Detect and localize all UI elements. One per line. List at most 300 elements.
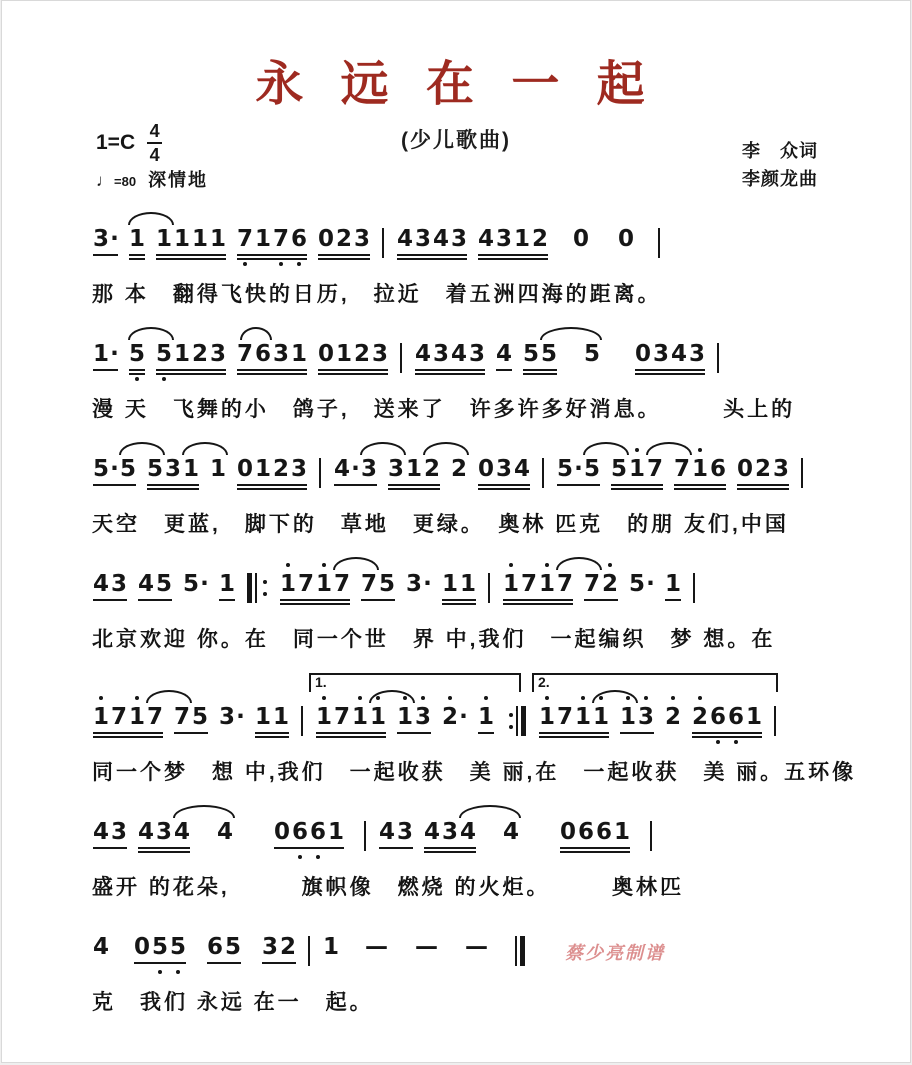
note-digit: 3 xyxy=(272,341,289,367)
dash-extension: — xyxy=(465,934,488,960)
note-group xyxy=(128,341,146,367)
note-digit: 1 xyxy=(335,341,352,367)
note-group xyxy=(628,571,655,597)
beam-line xyxy=(138,851,190,853)
beam-line xyxy=(93,254,118,256)
tie-arc xyxy=(459,805,521,818)
note-digit: 5 xyxy=(169,934,187,960)
beam-line xyxy=(674,484,726,486)
note-digit: 1 xyxy=(155,226,172,252)
note-digit: 3 xyxy=(468,341,485,367)
system-5 xyxy=(92,668,857,786)
bar-line xyxy=(319,458,324,488)
note-group xyxy=(333,456,378,482)
note-digit: 2 xyxy=(664,704,682,730)
note-group xyxy=(664,571,682,597)
note-digit: 4 xyxy=(423,819,440,845)
octave-dot-below xyxy=(716,740,720,744)
time-numerator: 4 xyxy=(149,121,160,141)
dot-extension: · xyxy=(236,704,245,730)
beam-line xyxy=(523,373,557,375)
octave-dot-above xyxy=(286,563,290,567)
beam-line xyxy=(737,484,789,486)
tempo-value: =80 xyxy=(114,174,137,189)
beam-line xyxy=(539,736,609,738)
octave-dot-above xyxy=(671,696,675,700)
note-digit: 1 xyxy=(369,704,387,730)
tie-arc xyxy=(646,442,692,455)
volta-label: 1. xyxy=(315,674,327,690)
note-group xyxy=(360,571,396,597)
beam-line xyxy=(237,484,307,486)
repeat-end-bar xyxy=(506,706,529,736)
note-group xyxy=(128,226,146,252)
note-group xyxy=(137,819,191,845)
tie-arc xyxy=(128,327,174,340)
notation-line xyxy=(92,668,820,754)
note-digit: 2 xyxy=(335,226,352,252)
note-digit: 2 xyxy=(691,704,709,730)
note-group xyxy=(254,704,290,730)
octave-dot-above xyxy=(698,696,702,700)
lyrics-line: 漫 天 飞舞的小 鸽子, 送来了 许多许多好消息。 头上的 xyxy=(92,398,796,421)
beam-line xyxy=(334,484,377,486)
beam-line xyxy=(388,484,440,486)
dot-extension: · xyxy=(110,226,119,252)
note-group xyxy=(273,819,345,845)
note-digit: 3 xyxy=(414,226,431,252)
beam-line xyxy=(635,373,705,375)
note-digit: 7 xyxy=(583,571,600,597)
beam-line xyxy=(318,373,388,375)
beam-line xyxy=(147,484,199,486)
sheet-music-page xyxy=(1,0,911,1063)
note-digit: 0 xyxy=(634,341,651,367)
beam-line xyxy=(397,258,467,260)
note-digit: 6 xyxy=(254,341,271,367)
beam-line xyxy=(93,732,163,734)
note-digit: 3 xyxy=(92,226,109,252)
note-digit: 3 xyxy=(441,819,458,845)
octave-dot-below xyxy=(734,740,738,744)
note-digit: 4 xyxy=(495,341,512,367)
note-digit: 1 xyxy=(209,226,226,252)
note-group xyxy=(572,226,590,252)
note-digit: 1 xyxy=(128,704,146,730)
note-group xyxy=(261,934,297,960)
note-group xyxy=(477,704,495,730)
note-digit: 1 xyxy=(128,226,145,252)
note-digit: 1 xyxy=(254,456,271,482)
octave-dot-below xyxy=(243,262,247,266)
note-digit: 1 xyxy=(441,571,458,597)
octave-dot-above xyxy=(99,696,103,700)
note-digit: 4 xyxy=(459,819,476,845)
note-digit: 2 xyxy=(272,456,289,482)
beam-line xyxy=(156,369,226,371)
system-7 xyxy=(92,916,820,1016)
notation-line xyxy=(92,323,820,391)
note-group xyxy=(317,226,371,252)
note-digit: 2 xyxy=(601,571,619,597)
note-digit: 1 xyxy=(254,704,271,730)
note-digit: 1 xyxy=(322,934,339,960)
note-digit: 1 xyxy=(745,704,762,730)
note-digit: 3 xyxy=(155,819,172,845)
note-group xyxy=(610,456,664,482)
note-group xyxy=(559,819,631,845)
note-group xyxy=(92,934,110,960)
beam-line xyxy=(134,962,186,964)
note-digit: 7 xyxy=(673,456,690,482)
beam-line xyxy=(316,732,386,734)
note-group xyxy=(477,456,531,482)
note-group xyxy=(522,341,558,367)
note-digit: 1 xyxy=(327,819,344,845)
bar-line xyxy=(542,458,547,488)
note-group xyxy=(463,934,490,960)
octave-dot-above xyxy=(448,696,452,700)
note-digit: 4 xyxy=(396,226,413,252)
beam-line xyxy=(316,736,386,738)
octave-dot-below xyxy=(279,262,283,266)
beam-line xyxy=(138,599,172,601)
beam-line xyxy=(318,258,370,260)
beam-line xyxy=(424,851,476,853)
beam-line xyxy=(93,847,127,849)
volta-bracket xyxy=(309,673,521,692)
note-digit: 4 xyxy=(378,819,395,845)
beam-line xyxy=(138,847,190,849)
beam-line xyxy=(147,488,199,490)
volta-bracket xyxy=(532,673,778,692)
note-digit: 1 xyxy=(92,341,109,367)
note-digit: 7 xyxy=(360,571,377,597)
note-digit: 4 xyxy=(137,571,154,597)
beam-line xyxy=(129,373,145,375)
beam-line xyxy=(478,254,548,256)
beam-line xyxy=(280,603,350,605)
notation-line xyxy=(92,553,820,621)
note-group xyxy=(315,674,387,730)
dot-extension: · xyxy=(459,704,468,730)
note-digit: 3 xyxy=(164,456,181,482)
beam-line xyxy=(93,736,163,738)
note-digit: 2 xyxy=(423,456,440,482)
note-digit: 1 xyxy=(315,571,333,597)
note-digit: 5 xyxy=(151,934,169,960)
note-digit: 1 xyxy=(290,341,307,367)
octave-dot-below xyxy=(297,262,301,266)
note-group xyxy=(396,704,432,730)
note-digit: 1 xyxy=(619,704,637,730)
note-digit: 1 xyxy=(182,456,199,482)
bar-line xyxy=(308,936,313,966)
note-digit: 1 xyxy=(664,571,681,597)
note-digit: 4 xyxy=(92,934,109,960)
note-digit: 1 xyxy=(191,226,208,252)
note-digit: 1 xyxy=(315,704,333,730)
note-digit: 3 xyxy=(432,341,449,367)
note-group xyxy=(450,456,468,482)
beam-line xyxy=(397,254,467,256)
note-digit: 3 xyxy=(637,704,655,730)
note-digit: 5 xyxy=(378,571,395,597)
credits xyxy=(742,138,818,194)
beam-line xyxy=(584,599,618,601)
note-digit: 1 xyxy=(173,226,190,252)
note-digit: 3 xyxy=(414,704,432,730)
note-group xyxy=(146,456,200,482)
beam-line xyxy=(442,603,476,605)
beam-line xyxy=(129,254,145,256)
lyrics-line: 同一个梦 想 中,我们 一起收获 美 丽,在 一起收获 美 丽。五环像 xyxy=(92,761,857,784)
beam-line xyxy=(93,369,118,371)
lyrics-line: 盛开 的花朵, 旗帜像 燃烧 的火炬。 奥林匹 xyxy=(92,876,685,899)
note-group xyxy=(502,571,574,597)
note-digit: 5 xyxy=(191,704,208,730)
octave-dot-above xyxy=(509,563,513,567)
note-digit: 7 xyxy=(520,571,537,597)
octave-dot-above xyxy=(421,696,425,700)
note-digit: 5 xyxy=(155,341,173,367)
beam-line xyxy=(665,599,681,601)
note-digit: 7 xyxy=(272,226,290,252)
note-group xyxy=(216,819,234,845)
note-group xyxy=(236,226,308,252)
repeat-start-bar xyxy=(247,573,270,603)
beam-line xyxy=(255,732,289,734)
note-group xyxy=(92,571,128,597)
note-digit: 3 xyxy=(405,571,422,597)
note-group xyxy=(502,819,520,845)
composer-credit: 李颜龙曲 xyxy=(742,168,818,189)
note-digit: 5 xyxy=(556,456,573,482)
octave-dot-above xyxy=(581,696,585,700)
octave-dot-above xyxy=(635,448,639,452)
song-subtitle: (少儿歌曲) xyxy=(401,129,511,152)
tie-arc xyxy=(540,327,602,340)
beam-line xyxy=(397,732,431,734)
notation-line xyxy=(92,208,820,276)
beam-line xyxy=(611,484,663,486)
systems xyxy=(92,208,857,1016)
note-digit: 3 xyxy=(218,704,235,730)
tie-arc xyxy=(360,442,406,455)
note-group xyxy=(279,571,351,597)
note-digit: 1 xyxy=(396,704,414,730)
note-digit: 1 xyxy=(272,704,289,730)
beam-line xyxy=(318,254,370,256)
tie-arc xyxy=(182,442,228,455)
note-group xyxy=(92,226,119,252)
note-digit: 4 xyxy=(477,226,494,252)
octave-dot-above xyxy=(484,696,488,700)
tie-arc xyxy=(128,212,174,225)
note-digit: 1 xyxy=(628,456,646,482)
note-digit: 1 xyxy=(477,704,495,730)
note-digit: 7 xyxy=(110,704,127,730)
lyrics-line: 那 本 翻得飞快的日历, 拉近 着五洲四海的距离。 xyxy=(92,283,662,306)
beam-line xyxy=(560,847,630,849)
beam-line xyxy=(237,488,307,490)
bar-line xyxy=(801,458,806,488)
note-digit: 2 xyxy=(441,704,459,730)
note-digit: 0 xyxy=(559,819,576,845)
note-digit: 7 xyxy=(556,704,573,730)
beam-line xyxy=(523,369,557,371)
note-group xyxy=(691,704,763,730)
note-digit: 3 xyxy=(495,456,512,482)
note-digit: 5 xyxy=(119,456,136,482)
note-group xyxy=(137,571,173,597)
note-group xyxy=(538,674,610,730)
system-3 xyxy=(92,438,820,538)
note-digit: 2 xyxy=(754,456,771,482)
notation-line xyxy=(92,916,820,984)
note-digit: 7 xyxy=(333,704,350,730)
note-digit: 0 xyxy=(317,226,334,252)
note-group xyxy=(133,934,187,960)
octave-dot-below xyxy=(176,970,180,974)
beam-line xyxy=(424,847,476,849)
note-digit: 7 xyxy=(646,456,663,482)
note-digit: 1 xyxy=(502,571,520,597)
note-digit: 7 xyxy=(297,571,314,597)
note-group xyxy=(736,456,790,482)
octave-dot-above xyxy=(545,696,549,700)
note-digit: 3 xyxy=(387,456,404,482)
beam-line xyxy=(478,732,494,734)
note-digit: 6 xyxy=(709,704,727,730)
note-digit: 7 xyxy=(556,571,573,597)
header-row xyxy=(92,122,820,208)
note-digit: 4 xyxy=(92,571,109,597)
beam-line xyxy=(415,369,485,371)
note-digit: 5 xyxy=(610,456,627,482)
note-digit: 3 xyxy=(396,819,413,845)
note-group xyxy=(236,456,308,482)
note-digit: 0 xyxy=(317,341,334,367)
note-group xyxy=(617,226,635,252)
notation-line xyxy=(92,801,820,869)
note-digit: 4 xyxy=(502,819,519,845)
note-digit: 1 xyxy=(459,571,476,597)
note-group xyxy=(317,341,389,367)
note-digit: 5 xyxy=(628,571,645,597)
beam-line xyxy=(539,732,609,734)
beam-line xyxy=(255,736,289,738)
note-group xyxy=(206,934,242,960)
note-digit: 7 xyxy=(333,571,350,597)
beam-line xyxy=(262,962,296,964)
beam-line xyxy=(237,258,307,260)
note-group xyxy=(441,571,477,597)
note-group xyxy=(664,704,682,730)
octave-dot-above xyxy=(322,563,326,567)
final-bar xyxy=(515,936,528,966)
note-digit: 1 xyxy=(173,341,190,367)
note-group xyxy=(413,934,440,960)
note-digit: 1 xyxy=(538,571,556,597)
note-digit: 7 xyxy=(146,704,163,730)
beam-line xyxy=(156,254,226,256)
note-group xyxy=(556,456,601,482)
octave-dot-above xyxy=(608,563,612,567)
note-group xyxy=(634,341,706,367)
note-digit: 1 xyxy=(254,226,271,252)
beam-line xyxy=(620,732,654,734)
tie-arc xyxy=(556,557,602,570)
note-digit: 1 xyxy=(574,704,592,730)
note-group xyxy=(236,341,308,367)
note-digit: 2 xyxy=(279,934,296,960)
beam-line xyxy=(692,736,762,738)
beam-line xyxy=(361,599,395,601)
note-digit: 1 xyxy=(209,456,226,482)
tie-arc xyxy=(173,805,235,818)
note-digit: 3 xyxy=(290,456,307,482)
beam-line xyxy=(415,373,485,375)
note-digit: 6 xyxy=(309,819,327,845)
note-digit: 3 xyxy=(261,934,278,960)
note-digit: 3 xyxy=(450,226,467,252)
note-digit: 4 xyxy=(137,819,154,845)
note-digit: 3 xyxy=(495,226,512,252)
beam-line xyxy=(674,488,726,490)
beam-line xyxy=(737,488,789,490)
song-title: 永 远 在 一 起 xyxy=(255,58,657,111)
note-digit: 1 xyxy=(92,704,110,730)
beam-line xyxy=(560,851,630,853)
beam-line xyxy=(219,599,235,601)
note-digit: 0 xyxy=(572,226,589,252)
note-digit: 3 xyxy=(772,456,789,482)
tie-arc xyxy=(333,557,379,570)
note-group xyxy=(477,226,549,252)
key-label: 1=C xyxy=(96,131,136,154)
beam-line xyxy=(478,484,530,486)
note-digit: 1 xyxy=(513,226,530,252)
dot-extension: · xyxy=(110,341,119,367)
note-digit: 3 xyxy=(110,571,127,597)
bar-line xyxy=(658,228,663,258)
octave-dot-above xyxy=(644,696,648,700)
system-2 xyxy=(92,323,820,423)
note-group xyxy=(218,571,236,597)
bar-line xyxy=(382,228,387,258)
note-digit: 0 xyxy=(273,819,290,845)
note-digit: 3 xyxy=(353,226,370,252)
beam-line xyxy=(280,599,350,601)
dot-extension: · xyxy=(574,456,583,482)
octave-dot-above xyxy=(322,696,326,700)
note-group xyxy=(583,341,601,367)
note-group xyxy=(92,704,164,730)
note-digit: 6 xyxy=(595,819,612,845)
bar-line xyxy=(488,573,493,603)
note-group xyxy=(155,226,227,252)
beam-line xyxy=(156,258,226,260)
beam-line xyxy=(237,369,307,371)
note-group xyxy=(423,819,477,845)
octave-dot-below xyxy=(162,377,166,381)
note-digit: 5 xyxy=(128,341,146,367)
note-group xyxy=(405,571,432,597)
note-digit: 0 xyxy=(736,456,753,482)
beam-line xyxy=(388,488,440,490)
beam-line xyxy=(379,847,413,849)
